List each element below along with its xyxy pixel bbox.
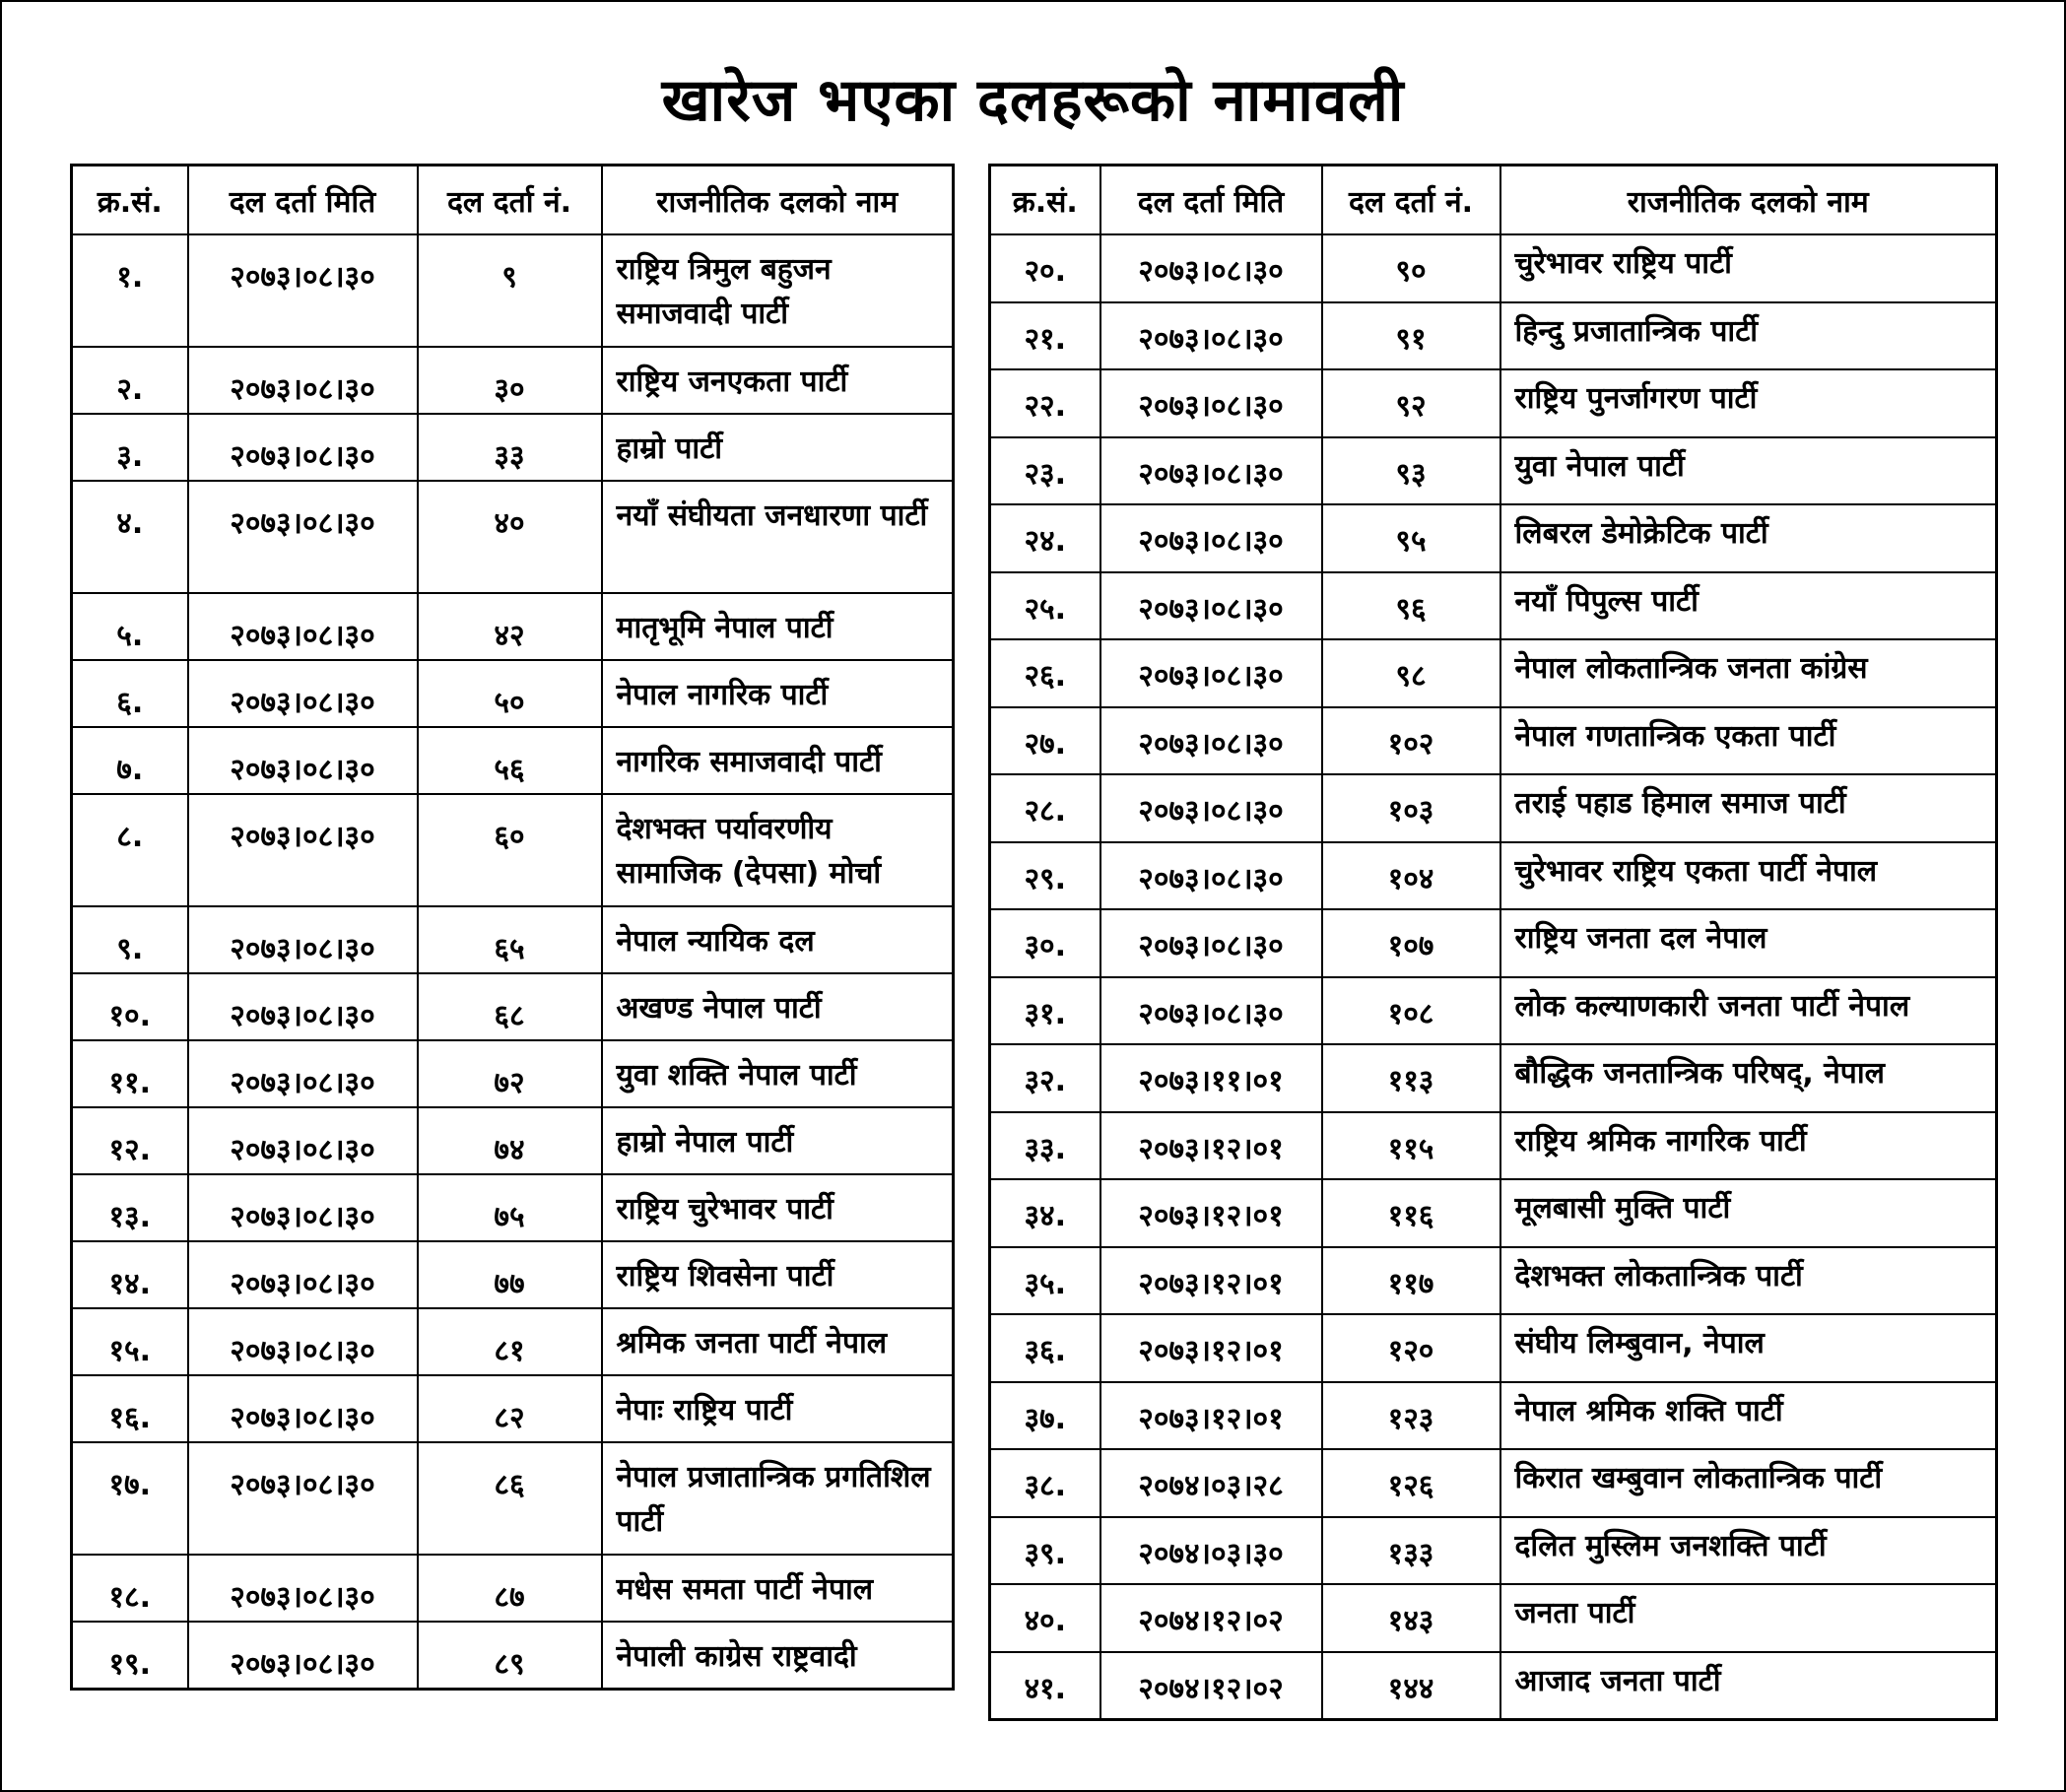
registration-no-cell: ८६ <box>418 1442 602 1555</box>
registration-date-cell: २०७३।०८।३० <box>1100 369 1322 437</box>
serial-no-cell: १. <box>72 234 188 347</box>
table-row <box>990 1584 1997 1652</box>
party-name-cell: दलित मुस्लिम जनशक्ति पार्टी <box>1500 1517 1997 1585</box>
party-name-cell: नेपाल प्रजातान्त्रिक प्रगतिशिल पार्टी <box>602 1442 954 1555</box>
registration-no-cell: ९ <box>418 234 602 347</box>
registration-no-cell: १४४ <box>1322 1652 1500 1720</box>
registration-no-cell: १४३ <box>1322 1584 1500 1652</box>
table-header-row <box>990 166 1997 235</box>
registration-date-cell: २०७३।११।०१ <box>1100 1044 1322 1112</box>
table-row <box>990 1517 1997 1585</box>
registration-date-cell: २०७३।०८।३० <box>1100 842 1322 910</box>
table-row <box>990 369 1997 437</box>
registration-no-cell: ३० <box>418 347 602 414</box>
party-name-cell: राष्ट्रिय जनएकता पार्टी <box>602 347 954 414</box>
table-row <box>990 1179 1997 1247</box>
header-serial-no: क्र.सं. <box>990 166 1100 235</box>
party-name-cell: तराई पहाड हिमाल समाज पार्टी <box>1500 774 1997 842</box>
header-serial-no: क्र.सं. <box>72 166 188 235</box>
registration-no-cell: ५० <box>418 660 602 727</box>
registration-no-cell: १०३ <box>1322 774 1500 842</box>
registration-no-cell: ११५ <box>1322 1112 1500 1180</box>
party-name-cell: युवा शक्ति नेपाल पार्टी <box>602 1040 954 1107</box>
table-row <box>72 906 954 973</box>
header-registration-date: दल दर्ता मिति <box>1100 166 1322 235</box>
table-row <box>990 1314 1997 1382</box>
party-name-cell: चुरेभावर राष्ट्रिय पार्टी <box>1500 234 1997 302</box>
registration-no-cell: ९१ <box>1322 302 1500 370</box>
registration-no-cell: ८१ <box>418 1308 602 1375</box>
serial-no-cell: ३८. <box>990 1449 1100 1517</box>
party-name-cell: देशभक्त पर्यावरणीय सामाजिक (देपसा) मोर्चा <box>602 794 954 906</box>
table-row <box>72 1107 954 1174</box>
party-name-cell: राष्ट्रिय शिवसेना पार्टी <box>602 1241 954 1308</box>
party-name-cell: हाम्रो नेपाल पार्टी <box>602 1107 954 1174</box>
registration-no-cell: १२३ <box>1322 1382 1500 1450</box>
table-row <box>72 234 954 347</box>
registration-no-cell: १०७ <box>1322 909 1500 977</box>
registration-no-cell: १२६ <box>1322 1449 1500 1517</box>
serial-no-cell: ३४. <box>990 1179 1100 1247</box>
serial-no-cell: ४१. <box>990 1652 1100 1720</box>
party-name-cell: जनता पार्टी <box>1500 1584 1997 1652</box>
serial-no-cell: ३९. <box>990 1517 1100 1585</box>
table-row <box>990 1044 1997 1112</box>
serial-no-cell: १९. <box>72 1622 188 1689</box>
registration-date-cell: २०७३।०८।३० <box>188 1375 418 1442</box>
party-name-cell: नेपाली काग्रेस राष्ट्रवादी <box>602 1622 954 1689</box>
registration-date-cell: २०७३।०८।३० <box>188 973 418 1040</box>
table-row <box>990 1382 1997 1450</box>
party-name-cell: राष्ट्रिय त्रिमुल बहुजन समाजवादी पार्टी <box>602 234 954 347</box>
serial-no-cell: ३२. <box>990 1044 1100 1112</box>
registration-date-cell: २०७४।१२।०२ <box>1100 1584 1322 1652</box>
serial-no-cell: ६. <box>72 660 188 727</box>
serial-no-cell: २१. <box>990 302 1100 370</box>
dissolved-parties-table-right <box>988 164 1998 1721</box>
registration-no-cell: ९५ <box>1322 504 1500 572</box>
party-name-cell: मूलबासी मुक्ति पार्टी <box>1500 1179 1997 1247</box>
table-row <box>990 234 1997 302</box>
party-name-cell: संघीय लिम्बुवान, नेपाल <box>1500 1314 1997 1382</box>
party-name-cell: नेपाल लोकतान्त्रिक जनता कांग्रेस <box>1500 639 1997 707</box>
registration-date-cell: २०७३।०८।३० <box>188 1174 418 1241</box>
serial-no-cell: १३. <box>72 1174 188 1241</box>
header-party-name: राजनीतिक दलको नाम <box>602 166 954 235</box>
registration-date-cell: २०७३।०८।३० <box>188 234 418 347</box>
registration-no-cell: ६० <box>418 794 602 906</box>
registration-date-cell: २०७३।१२।०१ <box>1100 1112 1322 1180</box>
registration-date-cell: २०७३।१२।०१ <box>1100 1314 1322 1382</box>
registration-date-cell: २०७३।०८।३० <box>188 593 418 660</box>
serial-no-cell: २७. <box>990 707 1100 775</box>
registration-no-cell: १३३ <box>1322 1517 1500 1585</box>
serial-no-cell: ४०. <box>990 1584 1100 1652</box>
party-name-cell: किरात खम्बुवान लोकतान्त्रिक पार्टी <box>1500 1449 1997 1517</box>
party-name-cell: हाम्रो पार्टी <box>602 414 954 481</box>
registration-no-cell: ७५ <box>418 1174 602 1241</box>
registration-no-cell: ११३ <box>1322 1044 1500 1112</box>
registration-date-cell: २०७३।०८।३० <box>1100 504 1322 572</box>
registration-date-cell: २०७३।०८।३० <box>188 1107 418 1174</box>
table-row <box>990 909 1997 977</box>
table-row <box>72 727 954 794</box>
registration-date-cell: २०७३।०८।३० <box>188 1040 418 1107</box>
serial-no-cell: २४. <box>990 504 1100 572</box>
serial-no-cell: ३३. <box>990 1112 1100 1180</box>
registration-no-cell: ४० <box>418 481 602 593</box>
registration-no-cell: १०८ <box>1322 977 1500 1045</box>
registration-no-cell: ४२ <box>418 593 602 660</box>
party-name-cell: बौद्धिक जनतान्त्रिक परिषद्, नेपाल <box>1500 1044 1997 1112</box>
registration-no-cell: १०२ <box>1322 707 1500 775</box>
serial-no-cell: २५. <box>990 572 1100 640</box>
party-name-cell: हिन्दु प्रजातान्त्रिक पार्टी <box>1500 302 1997 370</box>
registration-date-cell: २०७४।०३।२८ <box>1100 1449 1322 1517</box>
serial-no-cell: २२. <box>990 369 1100 437</box>
party-name-cell: मातृभूमि नेपाल पार्टी <box>602 593 954 660</box>
serial-no-cell: ४. <box>72 481 188 593</box>
table-row <box>990 639 1997 707</box>
serial-no-cell: १५. <box>72 1308 188 1375</box>
registration-no-cell: ९३ <box>1322 437 1500 505</box>
registration-no-cell: ११७ <box>1322 1247 1500 1315</box>
serial-no-cell: ७. <box>72 727 188 794</box>
registration-date-cell: २०७३।०८।३० <box>188 1308 418 1375</box>
serial-no-cell: ८. <box>72 794 188 906</box>
registration-date-cell: २०७३।०८।३० <box>1100 437 1322 505</box>
table-row <box>72 347 954 414</box>
serial-no-cell: ९. <box>72 906 188 973</box>
registration-no-cell: ७२ <box>418 1040 602 1107</box>
registration-no-cell: ६८ <box>418 973 602 1040</box>
header-registration-date: दल दर्ता मिति <box>188 166 418 235</box>
registration-date-cell: २०७३।०८।३० <box>188 1555 418 1622</box>
serial-no-cell: २८. <box>990 774 1100 842</box>
registration-no-cell: ९२ <box>1322 369 1500 437</box>
party-name-cell: मधेस समता पार्टी नेपाल <box>602 1555 954 1622</box>
serial-no-cell: १६. <box>72 1375 188 1442</box>
table-row <box>72 593 954 660</box>
party-name-cell: अखण्ड नेपाल पार्टी <box>602 973 954 1040</box>
table-row <box>990 437 1997 505</box>
registration-date-cell: २०७३।०८।३० <box>188 1241 418 1308</box>
party-name-cell: नेपाल न्यायिक दल <box>602 906 954 973</box>
party-name-cell: राष्ट्रिय जनता दल नेपाल <box>1500 909 1997 977</box>
party-name-cell: आजाद जनता पार्टी <box>1500 1652 1997 1720</box>
table-row <box>990 842 1997 910</box>
registration-date-cell: २०७४।०३।३० <box>1100 1517 1322 1585</box>
table-row <box>990 1652 1997 1720</box>
party-name-cell: श्रमिक जनता पार्टी नेपाल <box>602 1308 954 1375</box>
party-name-cell: नेपाल श्रमिक शक्ति पार्टी <box>1500 1382 1997 1450</box>
table-row <box>990 302 1997 370</box>
page-title: खारेज भएका दलहरूको नामावली <box>661 66 1405 135</box>
registration-date-cell: २०७३।०८।३० <box>188 906 418 973</box>
table-row <box>990 1247 1997 1315</box>
party-name-cell: देशभक्त लोकतान्त्रिक पार्टी <box>1500 1247 1997 1315</box>
serial-no-cell: ३. <box>72 414 188 481</box>
table-row <box>990 504 1997 572</box>
header-registration-no: दल दर्ता नं. <box>1322 166 1500 235</box>
party-name-cell: नेपाः राष्ट्रिय पार्टी <box>602 1375 954 1442</box>
table-row <box>72 1555 954 1622</box>
serial-no-cell: १७. <box>72 1442 188 1555</box>
serial-no-cell: २३. <box>990 437 1100 505</box>
registration-date-cell: २०७३।०८।३० <box>188 1622 418 1689</box>
registration-date-cell: २०७३।०८।३० <box>1100 572 1322 640</box>
registration-date-cell: २०७३।०८।३० <box>1100 977 1322 1045</box>
party-name-cell: राष्ट्रिय श्रमिक नागरिक पार्टी <box>1500 1112 1997 1180</box>
table-row <box>72 1622 954 1689</box>
registration-date-cell: २०७३।०८।३० <box>188 1442 418 1555</box>
registration-no-cell: ८२ <box>418 1375 602 1442</box>
registration-no-cell: १०४ <box>1322 842 1500 910</box>
serial-no-cell: ३७. <box>990 1382 1100 1450</box>
table-row <box>72 1442 954 1555</box>
registration-no-cell: ३३ <box>418 414 602 481</box>
registration-no-cell: ९६ <box>1322 572 1500 640</box>
header-registration-no: दल दर्ता नं. <box>418 166 602 235</box>
registration-no-cell: ५६ <box>418 727 602 794</box>
party-name-cell: नयाँ पिपुल्स पार्टी <box>1500 572 1997 640</box>
party-name-cell: लिबरल डेमोक्रेटिक पार्टी <box>1500 504 1997 572</box>
table-row <box>72 973 954 1040</box>
registration-date-cell: २०७४।१२।०२ <box>1100 1652 1322 1720</box>
table-row <box>990 1112 1997 1180</box>
registration-no-cell: ९० <box>1322 234 1500 302</box>
serial-no-cell: ३०. <box>990 909 1100 977</box>
table-row <box>990 977 1997 1045</box>
serial-no-cell: २. <box>72 347 188 414</box>
party-name-cell: राष्ट्रिय चुरेभावर पार्टी <box>602 1174 954 1241</box>
table-row <box>990 572 1997 640</box>
header-party-name: राजनीतिक दलको नाम <box>1500 166 1997 235</box>
serial-no-cell: १८. <box>72 1555 188 1622</box>
serial-no-cell: ५. <box>72 593 188 660</box>
table-row <box>990 707 1997 775</box>
table-row <box>72 1241 954 1308</box>
registration-date-cell: २०७३।०८।३० <box>1100 707 1322 775</box>
serial-no-cell: ३५. <box>990 1247 1100 1315</box>
serial-no-cell: २०. <box>990 234 1100 302</box>
party-name-cell: चुरेभावर राष्ट्रिय एकता पार्टी नेपाल <box>1500 842 1997 910</box>
party-name-cell: नागरिक समाजवादी पार्टी <box>602 727 954 794</box>
registration-date-cell: २०७३।०८।३० <box>1100 639 1322 707</box>
table-row <box>72 660 954 727</box>
table-row <box>72 1174 954 1241</box>
party-name-cell: युवा नेपाल पार्टी <box>1500 437 1997 505</box>
registration-no-cell: १२० <box>1322 1314 1500 1382</box>
party-name-cell: राष्ट्रिय पुनर्जागरण पार्टी <box>1500 369 1997 437</box>
registration-no-cell: ८७ <box>418 1555 602 1622</box>
serial-no-cell: २६. <box>990 639 1100 707</box>
registration-no-cell: ७४ <box>418 1107 602 1174</box>
dissolved-parties-table-left <box>70 164 955 1691</box>
registration-date-cell: २०७३।१२।०१ <box>1100 1382 1322 1450</box>
party-name-cell: नयाँ संघीयता जनधारणा पार्टी <box>602 481 954 593</box>
table-row <box>72 1375 954 1442</box>
registration-date-cell: २०७३।०८।३० <box>188 660 418 727</box>
registration-date-cell: २०७३।१२।०१ <box>1100 1247 1322 1315</box>
registration-date-cell: २०७३।०८।३० <box>188 414 418 481</box>
serial-no-cell: ३१. <box>990 977 1100 1045</box>
serial-no-cell: १२. <box>72 1107 188 1174</box>
table-row <box>990 774 1997 842</box>
party-name-cell: नेपाल नागरिक पार्टी <box>602 660 954 727</box>
registration-date-cell: २०७३।०८।३० <box>1100 302 1322 370</box>
table-header-row <box>72 166 954 235</box>
table-row <box>72 794 954 906</box>
registration-date-cell: २०७३।१२।०१ <box>1100 1179 1322 1247</box>
registration-date-cell: २०७३।०८।३० <box>188 481 418 593</box>
registration-no-cell: ११६ <box>1322 1179 1500 1247</box>
registration-no-cell: ९८ <box>1322 639 1500 707</box>
serial-no-cell: ३६. <box>990 1314 1100 1382</box>
party-name-cell: नेपाल गणतान्त्रिक एकता पार्टी <box>1500 707 1997 775</box>
registration-date-cell: २०७३।०८।३० <box>1100 234 1322 302</box>
table-row <box>72 1040 954 1107</box>
registration-date-cell: २०७३।०८।३० <box>188 347 418 414</box>
serial-no-cell: ११. <box>72 1040 188 1107</box>
table-row <box>72 414 954 481</box>
table-row <box>72 1308 954 1375</box>
registration-no-cell: ८९ <box>418 1622 602 1689</box>
registration-date-cell: २०७३।०८।३० <box>188 794 418 906</box>
serial-no-cell: १४. <box>72 1241 188 1308</box>
table-row <box>72 481 954 593</box>
registration-no-cell: ७७ <box>418 1241 602 1308</box>
registration-date-cell: २०७३।०८।३० <box>188 727 418 794</box>
serial-no-cell: १०. <box>72 973 188 1040</box>
registration-no-cell: ६५ <box>418 906 602 973</box>
party-name-cell: लोक कल्याणकारी जनता पार्टी नेपाल <box>1500 977 1997 1045</box>
registration-date-cell: २०७३।०८।३० <box>1100 909 1322 977</box>
table-row <box>990 1449 1997 1517</box>
registration-date-cell: २०७३।०८।३० <box>1100 774 1322 842</box>
serial-no-cell: २९. <box>990 842 1100 910</box>
